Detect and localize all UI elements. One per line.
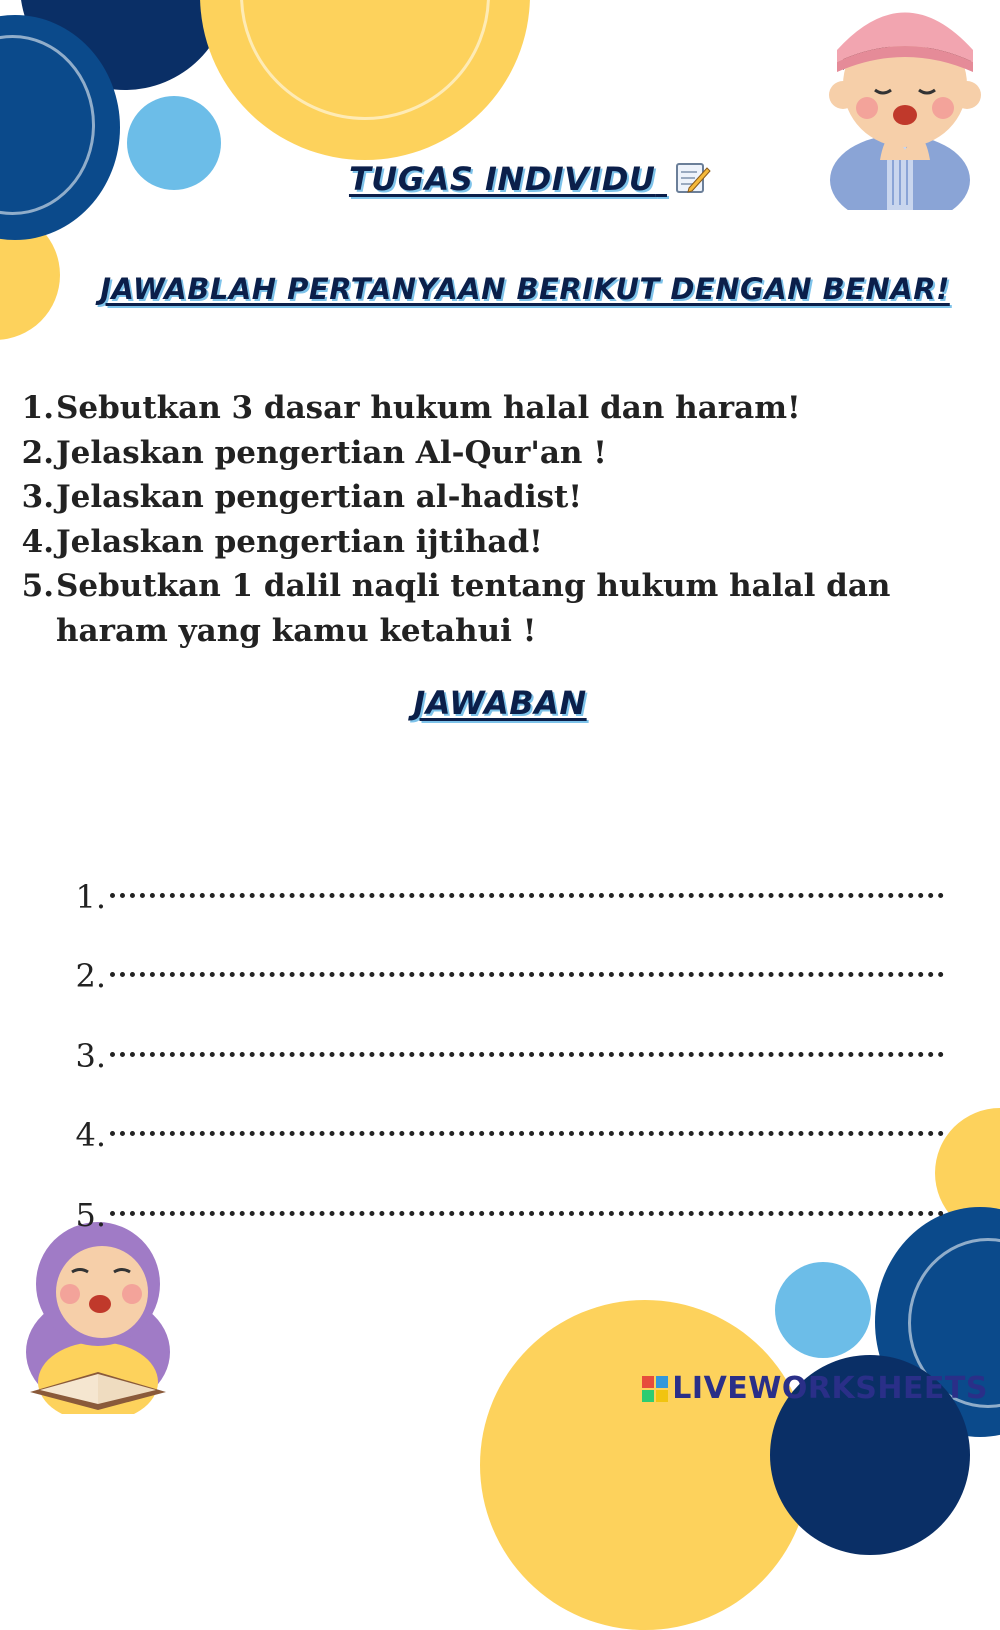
answer-field[interactable] xyxy=(110,893,944,898)
instruction-heading: JAWABLAH PERTANYAAN BERIKUT DENGAN BENAR! xyxy=(100,272,950,306)
question-text: Sebutkan 3 dasar hukum halal dan haram! xyxy=(56,390,801,426)
list-item xyxy=(20,564,980,653)
answer-field[interactable] xyxy=(110,1052,944,1057)
page-title xyxy=(30,160,1000,202)
answer-row xyxy=(74,1075,954,1155)
list-item xyxy=(20,386,980,431)
question-number: 3. xyxy=(21,479,54,515)
answer-number: 2. xyxy=(75,957,106,995)
answer-field[interactable] xyxy=(110,972,944,977)
question-number: 4. xyxy=(21,523,54,560)
liveworksheets-logo-icon xyxy=(642,1376,668,1402)
answer-number: 5. xyxy=(75,1195,106,1234)
memo-pencil-icon xyxy=(675,160,711,202)
answer-row xyxy=(74,836,954,916)
answer-row xyxy=(74,995,954,1075)
answer-heading: JAWABAN xyxy=(413,684,587,722)
decor-circle-yellow-bottom xyxy=(480,1300,810,1630)
answer-row xyxy=(74,1154,954,1234)
list-item xyxy=(20,431,980,476)
answer-row xyxy=(74,916,954,996)
answer-number: 4. xyxy=(75,1116,106,1154)
answer-list xyxy=(74,836,954,1234)
list-item xyxy=(20,475,980,520)
title-text: TUGAS INDIVIDU xyxy=(348,160,656,198)
question-number: 5. xyxy=(21,568,54,604)
answer-field[interactable] xyxy=(110,1131,944,1136)
answer-number: 3. xyxy=(75,1036,106,1075)
answer-field[interactable] xyxy=(110,1211,944,1216)
question-text: Sebutkan 1 dalil naqli tentang hukum halal dan haram yang kamu ketahui ! xyxy=(56,568,891,649)
question-text: Jelaskan pengertian Al-Qur'an ! xyxy=(56,434,607,471)
decor-circle-light-blue-right xyxy=(775,1262,871,1358)
question-number: 1. xyxy=(21,390,54,426)
reading-girl-illustration xyxy=(10,1212,190,1414)
question-number: 2. xyxy=(21,434,54,471)
question-list xyxy=(20,386,980,653)
answer-number: 1. xyxy=(75,877,106,916)
liveworksheets-watermark xyxy=(642,1371,988,1406)
question-text: Jelaskan pengertian ijtihad! xyxy=(56,523,543,560)
list-item xyxy=(20,520,980,565)
question-text: Jelaskan pengertian al-hadist! xyxy=(56,479,582,515)
watermark-text: LIVEWORKSHEETS xyxy=(672,1371,988,1406)
